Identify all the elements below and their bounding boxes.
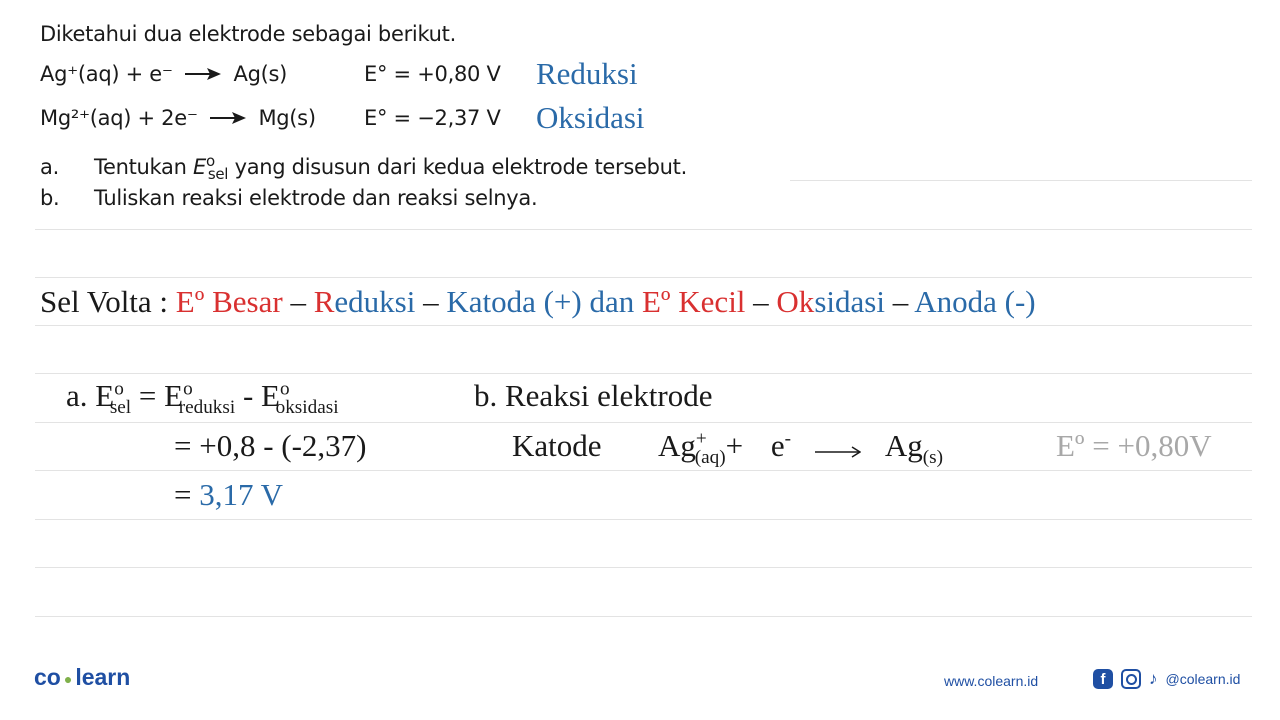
katode-potential: Eº = +0,80V: [1056, 428, 1212, 463]
question-a-pre: Tentukan: [94, 155, 187, 179]
rule-ok-rest: sidasi: [814, 284, 885, 319]
rule-line: [35, 373, 1252, 374]
rule-dash: –: [892, 284, 909, 319]
rule-line: [35, 567, 1252, 568]
question-a-label: a.: [40, 155, 59, 179]
katode-reaction: $Ag^+_{(aq)}+ e^-$ $Ag_{(s)}$: [658, 428, 944, 469]
note-reduksi: Reduksi: [536, 56, 638, 91]
note-oksidasi: Oksidasi: [536, 100, 645, 135]
rule-line: [35, 519, 1252, 520]
question-b-label: b.: [40, 186, 60, 210]
rule-dash: –: [290, 284, 306, 319]
problem-intro: Diketahui dua elektrode sebagai berikut.: [40, 22, 456, 46]
rule-line: [35, 229, 1252, 230]
question-a-post: yang disusun dari kedua elektrode tersebut.: [234, 155, 687, 179]
rule-e-kecil: Eº Kecil: [641, 284, 746, 319]
social-handle[interactable]: @colearn.id: [1165, 671, 1241, 687]
question-b: [40, 186, 537, 210]
half-reaction-silver: [40, 62, 287, 86]
rule-line: [35, 422, 1252, 423]
answer-a-label: a.: [66, 378, 88, 413]
silver-reactants: Ag⁺(aq) + e⁻: [40, 62, 173, 86]
logo-dot-icon: ●: [63, 670, 73, 687]
tiktok-icon[interactable]: ♪: [1149, 669, 1158, 688]
answer-b-title: b. Reaksi elektrode: [474, 378, 713, 413]
silver-potential: E° = +0,80 V: [364, 62, 501, 86]
rule-anoda: Anoda (-): [914, 284, 1036, 319]
social-links: [1093, 669, 1240, 689]
rule-katoda: Katoda (+) dan: [446, 284, 635, 319]
rule-ok-initial: Ok: [776, 284, 815, 319]
question-a-esel: $E^o_{sel}$: [193, 152, 229, 184]
rule-r-initial: R: [313, 284, 335, 319]
instagram-icon[interactable]: [1121, 669, 1141, 689]
silver-product: Ag(s): [233, 62, 288, 86]
question-b-text: Tuliskan reaksi elektrode dan reaksi selnya.: [94, 186, 538, 210]
answer-a-formula: a. $E^o_{sel} = E^o_{reduksi} - E^o_{oksidasi}$: [66, 378, 339, 419]
rule-prefix: Sel Volta :: [40, 284, 169, 319]
magnesium-potential: E° = −2,37 V: [364, 106, 501, 130]
question-a: [40, 152, 687, 183]
rule-line: [35, 325, 1252, 326]
half-reaction-magnesium: [40, 106, 316, 130]
colearn-logo[interactable]: co ● learn: [34, 664, 131, 690]
answer-a-value: 3,17 V: [199, 477, 284, 512]
sel-volta-rule: [40, 284, 1036, 320]
magnesium-reactants: Mg²⁺(aq) + 2e⁻: [40, 106, 198, 130]
facebook-icon[interactable]: f: [1093, 669, 1113, 689]
katode-label: Katode: [512, 428, 602, 463]
rule-dash: –: [753, 284, 769, 319]
answer-a-substitution: = +0,8 - (-2,37): [174, 428, 367, 463]
rule-line: [790, 180, 1252, 181]
rule-r-rest: eduksi: [334, 284, 416, 319]
rule-line: [35, 277, 1252, 278]
reaction-arrow-icon: [815, 431, 861, 467]
rule-line: [35, 616, 1252, 617]
magnesium-product: Mg(s): [258, 106, 316, 130]
website-link[interactable]: www.colearn.id: [944, 673, 1039, 689]
rule-dash: –: [423, 284, 439, 319]
rule-e-besar: Eº Besar: [175, 284, 283, 319]
rule-line: [35, 470, 1252, 471]
reaction-arrow-icon: [210, 106, 246, 130]
answer-a-result: = 3,17 V: [174, 477, 284, 512]
reaction-arrow-icon: [185, 62, 221, 86]
